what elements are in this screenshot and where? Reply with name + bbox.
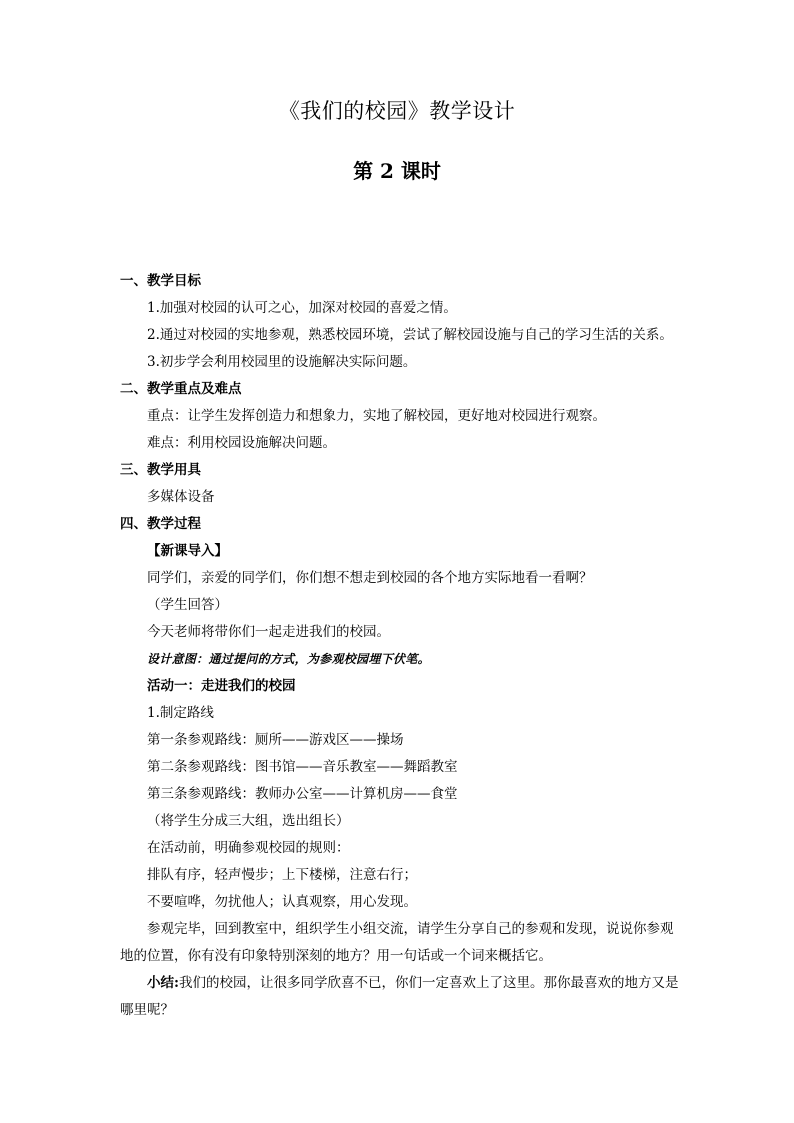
route-line: 第一条参观路线：厕所——游戏区——操场 xyxy=(147,732,404,748)
key-point-item: 重点：让学生发挥创造力和想象力，实地了解校园，更好地对校园进行观察。 xyxy=(147,408,606,424)
discussion-paragraph: 参观完毕，回到教室中，组织学生小组交流，请学生分享自己的参观和发现，说说你参观地的位置，你有没有印象特别深刻的地方？用一句话或一个词来概括它。 xyxy=(120,921,674,964)
route-line: 第二条参观路线：图书馆——音乐教室——舞蹈教室 xyxy=(147,759,458,775)
section-heading-objectives: 一、教学目标 xyxy=(120,273,201,289)
intro-line: 今天老师将带你们一起走进我们的校园。 xyxy=(147,624,390,640)
summary-label: 小结: xyxy=(147,975,179,991)
tool-item: 多媒体设备 xyxy=(147,489,215,505)
section-heading-process: 四、教学过程 xyxy=(120,516,201,532)
summary-text: 我们的校园，让很多同学欣喜不已，你们一定喜欢上了这里。那你最喜欢的地方又是哪里呢？ xyxy=(120,975,679,1018)
lesson-subtitle: 第 2 课时 xyxy=(353,159,441,183)
route-line: 第三条参观路线：教师办公室——计算机房——食堂 xyxy=(147,786,458,802)
objective-item: 1.加强对校园的认可之心，加深对校园的喜爱之情。 xyxy=(147,300,457,316)
activity-title: 活动一：走进我们的校园 xyxy=(147,678,296,694)
intro-line: （学生回答） xyxy=(147,597,228,613)
document-body xyxy=(120,268,680,1024)
design-note: 设计意图：通过提问的方式，为参观校园埋下伏笔。 xyxy=(147,652,430,666)
activity-line: 1.制定路线 xyxy=(147,705,214,721)
rule-line: 排队有序，轻声慢步；上下楼梯，注意右行； xyxy=(147,867,417,883)
intro-label: 【新课导入】 xyxy=(147,543,228,559)
difficulty-item: 难点：利用校园设施解决问题。 xyxy=(147,435,336,451)
activity-line: （将学生分成三大组，选出组长） xyxy=(147,813,350,829)
objective-item: 3.初步学会利用校园里的设施解决实际问题。 xyxy=(147,354,417,370)
summary-paragraph xyxy=(120,970,680,1024)
activity-line: 在活动前，明确参观校园的规则： xyxy=(147,840,350,856)
objective-item: 2.通过对校园的实地参观，熟悉校园环境，尝试了解校园设施与自己的学习生活的关系。 xyxy=(147,327,673,343)
intro-line: 同学们，亲爱的同学们，你们想不想走到校园的各个地方实际地看一看啊？ xyxy=(147,570,593,586)
rule-line: 不要喧哗，勿扰他人；认真观察，用心发现。 xyxy=(147,894,417,910)
section-heading-key-points: 二、教学重点及难点 xyxy=(120,381,242,397)
document-title: 《我们的校园》教学设计 xyxy=(278,99,516,123)
section-heading-tools: 三、教学用具 xyxy=(120,462,201,478)
